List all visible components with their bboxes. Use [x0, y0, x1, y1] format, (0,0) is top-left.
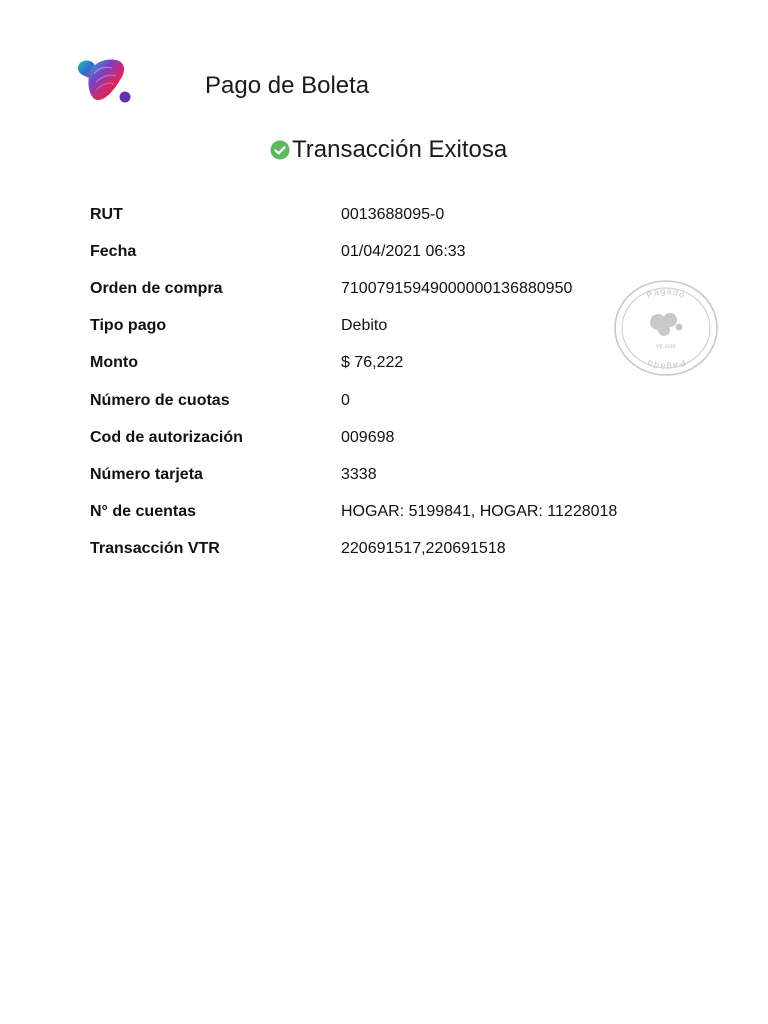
svg-text:Pagado — [645, 357, 687, 372]
detail-value: Debito — [341, 317, 388, 335]
detail-value: 3338 — [341, 465, 377, 483]
detail-row-numero-cuotas — [90, 382, 690, 419]
detail-label: Tipo pago — [90, 317, 167, 335]
vtr-logo — [76, 58, 134, 104]
detail-row-monto — [90, 345, 690, 382]
detail-label: Transacción VTR — [90, 540, 220, 558]
stamp-text-bottom: Pagado — [644, 357, 688, 373]
detail-value: 009698 — [341, 428, 395, 446]
status-text: Transacción Exitosa — [292, 136, 508, 163]
transaction-status — [270, 136, 507, 164]
detail-label: Número tarjeta — [90, 465, 203, 483]
stamp-brand: vtr.com — [656, 344, 676, 350]
detail-value: $ 76,222 — [341, 354, 404, 372]
page-title: Pago de Boleta — [205, 72, 370, 99]
detail-label: Número de cuotas — [90, 391, 230, 409]
detail-row-rut — [90, 196, 690, 233]
detail-label: Cod de autorización — [90, 428, 243, 446]
check-circle-icon — [270, 140, 290, 160]
detail-label: N° de cuentas — [90, 503, 196, 521]
detail-label: Monto — [90, 354, 138, 372]
detail-value: 71007915949000000136880950 — [341, 279, 573, 297]
detail-value: 220691517,220691518 — [341, 540, 506, 558]
detail-row-transaccion-vtr — [90, 531, 690, 568]
detail-row-tipo-pago — [90, 308, 690, 345]
svg-text:Pagado — [645, 286, 687, 301]
detail-label: Fecha — [90, 242, 137, 260]
detail-row-orden-compra — [90, 270, 690, 307]
detail-value: 0013688095-0 — [341, 205, 445, 223]
transaction-details — [90, 196, 690, 568]
detail-row-numero-tarjeta — [90, 456, 690, 493]
stamp-text-top: Pagado — [644, 285, 688, 301]
detail-row-cuentas — [90, 494, 690, 531]
paid-stamp — [612, 278, 720, 378]
detail-row-cod-autorizacion — [90, 419, 690, 456]
detail-row-fecha — [90, 233, 690, 270]
detail-label: RUT — [90, 205, 123, 223]
detail-value: HOGAR: 5199841, HOGAR: 11228018 — [341, 503, 618, 521]
detail-value: 0 — [341, 391, 350, 409]
detail-value: 01/04/2021 06:33 — [341, 242, 466, 260]
stamp-logo-icon — [650, 313, 683, 336]
detail-label: Orden de compra — [90, 279, 223, 297]
